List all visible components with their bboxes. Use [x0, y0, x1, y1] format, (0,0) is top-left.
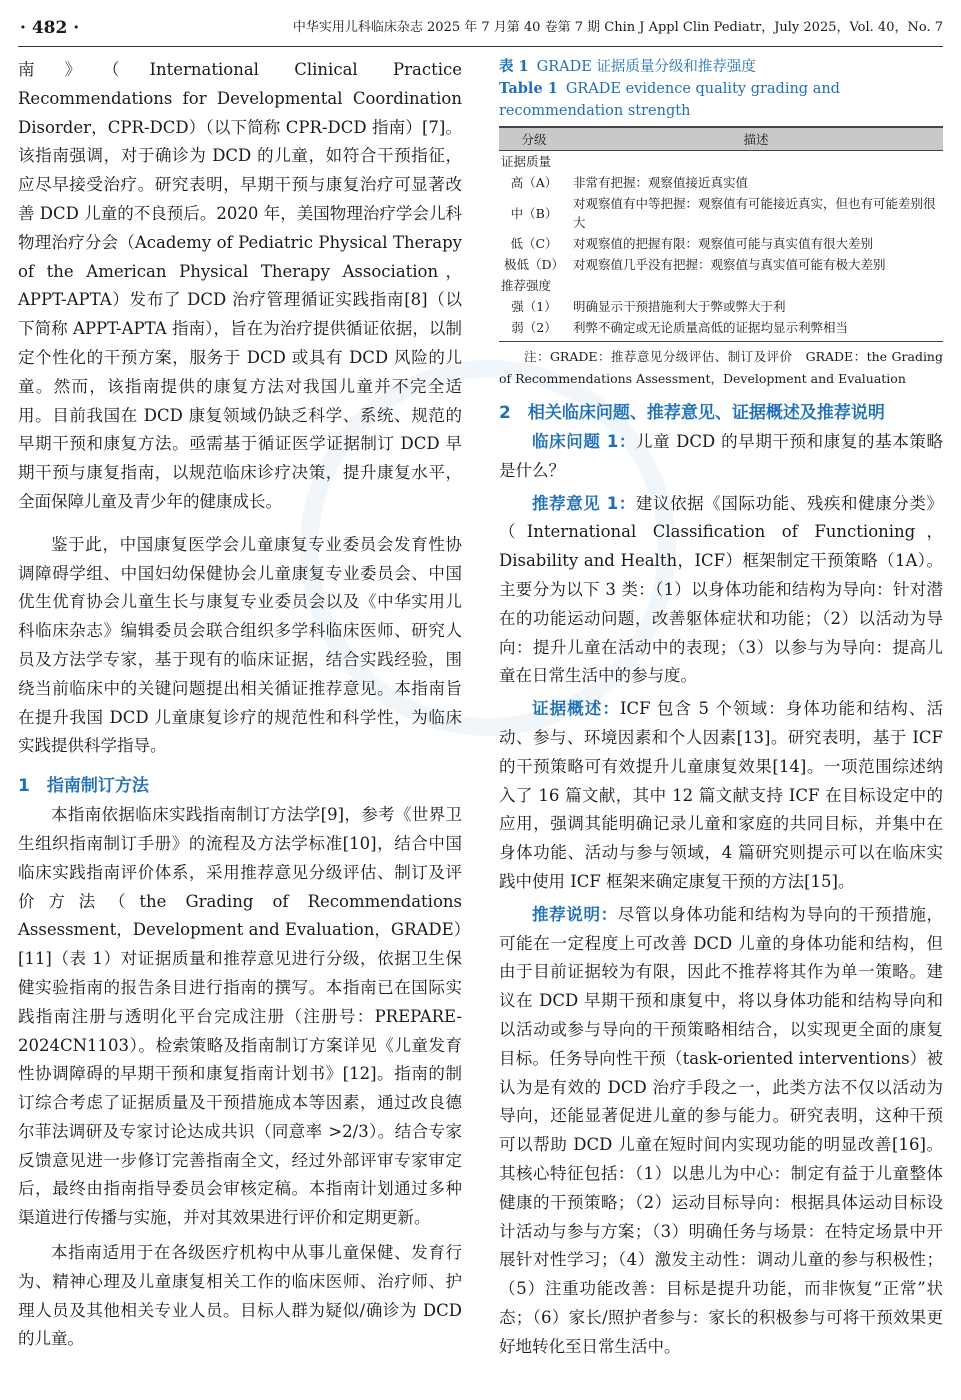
label: 推荐意见 1： [532, 493, 636, 513]
header-rule [18, 46, 943, 47]
paragraph: 本指南适用于在各级医疗机构中从事儿童保健、发育行为、精神心理及儿童康复相关工作的临床医师、治疗师、护理人员及其他相关专业人员。目标人群为疑似/确诊为 DCD 的儿童。 [18, 1243, 462, 1349]
text: 儿童 DCD 的早期干预和康复的基本策略是什么？ [499, 432, 943, 480]
table-row [499, 254, 943, 275]
text: 尽管以身体功能和结构为导向的干预措施，可能在一定程度上可改善 DCD 儿童的身体功能和结构，但由于目前证据较为有限，因此不推荐将其作为单一策略。建议在 DCD 早期干预和康复中，将以身体功能和结构导向和以活动或参与导向的干预策略相结合，以实现更全面的康复目标。任务导向性干预（task-oriented interventions）被认为是有效的 DCD 治疗手段之一，此类方法不仅以活动为导向，还能显著促进儿童的参与能力。研究表明，这种干预可以帮助 DCD 儿童在短时间内实现功能的明显改善[16]。其核心特征包括：（1）以患儿为中心：制定有益于儿童整体健康的干预策略；（2）运动目标导向：根据具体运动目标设计活动与参与方案；（3）明确任务与场景：在特定场景中开展针对性学习；（4）激发主动性：调动儿童的参与积极性；（5）注重功能改善：目标是提升功能，而非恢复“正常”状态；（6）家长/照护者参与：家长的积极参与可将干预效果更好地转化至日常生活中。 [499, 904, 944, 1356]
evidence-summary [499, 695, 943, 897]
paragraph: 鉴于此，中国康复医学会儿童康复专业委员会发育性协调障碍学组、中国妇幼保健协会儿童康复专业委员会、中国优生优育协会儿童生长与康复专业委员会以及《中华实用儿科临床杂志》编辑委员会联合组织多学科临床医师、研究人员及方法学专家，基于现有的临床证据，结合实践经验，围绕当前临床中的关键问题提出相关循证推荐意见。本指南旨在提升我国 DCD 儿童康复诊疗的规范性和科学性，为临床实践提供科学指导。 [18, 534, 462, 756]
page-number: · 482 · [20, 18, 80, 38]
grade-table [499, 126, 943, 342]
recommendation [499, 490, 943, 692]
journal-running-title: 中华实用儿科临床杂志 2025 年 7 月第 40 卷第 7 期 Chin J Appl Clin Pediatr，July 2025，Vol. 40，No. 7 [292, 20, 943, 35]
left-column [18, 56, 462, 1354]
page-header [0, 0, 961, 52]
table-label-cn: 表 1 [499, 58, 529, 75]
table-row [499, 233, 943, 254]
table-label-en: Table 1 [499, 80, 558, 97]
label: 证据概述： [532, 699, 620, 719]
paragraph: 南》（International Clinical Practice Recommendations for Developmental Coordination Disorder，CPR-DCD）（以下简称 CPR-DCD 指南）[7]。该指南强调，对于确诊为 DCD 的儿童，如符合干预指征，应尽早接受治疗。研究表明，早期干预与康复治疗可显著改善 DCD 儿童的不良预后。2020 年，美国物理治疗学会儿科物理治疗分会（Academy of Pediatric Physical Therapy of the American Physical Therapy Association，APPT-APTA）发布了 DCD 治疗管理循证实践指南[8]（以下简称 APPT-APTA 指南），旨在为治疗提供循证依据，以制定个性化的干预方案，服务于 DCD 或具有 DCD 风险的儿童。然而，该指南提供的康复方法对我国儿童并不完全适用。目前我国在 DCD 康复领域仍缺乏科学、系统、规范的早期干预和康复方法。亟需基于循证医学证据制订 DCD 早期干预与康复指南，以规范临床诊疗决策，提升康复水平，全面保障儿童及青少年的健康成长。 [18, 60, 462, 511]
table-cell: 非常有把握：观察值接近真实值 [573, 175, 749, 190]
table-caption-en [499, 78, 943, 122]
label: 临床问题 1： [532, 432, 637, 451]
section-heading: 1 指南制订方法 [18, 776, 149, 797]
table-caption-cn [499, 56, 943, 78]
right-column [499, 56, 943, 1362]
table-cell: 对观察值几乎没有把握：观察值与真实值可能有极大差别 [573, 257, 886, 272]
text: 建议依据《国际功能、残疾和健康分类》（International Classification of Functioning，Disability and Health，ICF）框架制定干预策略（1A）。主要分为以下 3 类：（1）以身体功能和结构为导向：针对潜在的功能运动问题，改善躯体症状和功能；（2）以活动为导向：提升儿童在活动中的表现；（3）以参与为导向：提高儿童在日常生活中的参与度。 [499, 493, 943, 686]
recommendation-explanation [499, 901, 943, 1362]
table-cell: 对观察值有中等把握：观察值有可能接近真实，但也有可能差别很大 [573, 196, 936, 230]
clinical-question [499, 428, 943, 486]
column-header: 分级 [499, 127, 569, 151]
table-cell: 中（B） [510, 205, 558, 221]
table-cell: 低（C） [510, 236, 558, 251]
table-group-label: 推荐强度 [501, 278, 552, 293]
table-note: 注：GRADE：推荐意见分级评估、制订及评价 GRADE：the Grading of Recommendations Assessment，Development and Evaluation [499, 349, 943, 386]
table-group-label: 证据质量 [501, 154, 552, 169]
table-cell: 强（1） [511, 299, 557, 314]
label: 推荐说明： [532, 904, 618, 924]
table-row [499, 296, 943, 317]
table-cell: 利弊不确定或无论质量高低的证据均显示利弊相当 [569, 317, 943, 342]
table-cell: 高（A） [510, 175, 558, 190]
section-heading: 2 相关临床问题、推荐意见、证据概述及推荐说明 [499, 403, 885, 423]
table-cell: 对观察值的把握有限：观察值可能与真实值有很大差别 [573, 236, 874, 251]
table-title-en: GRADE evidence quality grading and recommendation strength [499, 81, 840, 119]
table-title-cn: GRADE 证据质量分级和推荐强度 [536, 59, 756, 75]
table-row [499, 193, 943, 233]
table-cell: 极低（D） [503, 257, 565, 272]
column-header: 描述 [569, 127, 943, 151]
table-cell: 弱（2） [499, 317, 569, 342]
table-header-row [499, 127, 943, 151]
text: ICF 包含 5 个领域：身体功能和结构、活动、参与、环境因素和个人因素[13]。研究表明，基于 ICF 的干预策略可有效提升儿童康复效果[14]。一项范围综述纳入了 16 篇文献，其中 12 篇文献支持 ICF 在目标设定中的应用，强调其能明确记录儿童和家庭的共同目标，并集中在身体功能、活动与参与领域，4 篇研究则提示可以在临床实践中使用 ICF 框架来确定康复干预的方法[15]。 [499, 699, 944, 891]
table-cell: 明确显示干预措施利大于弊或弊大于利 [573, 299, 786, 314]
table-1 [499, 56, 943, 390]
table-row [499, 317, 943, 342]
table-row [499, 172, 943, 193]
paragraph: 本指南依据临床实践指南制订方法学[9]，参考《世界卫生组织指南制订手册》的流程及方法学标准[10]，结合中国临床实践指南评价体系，采用推荐意见分级评估、制订及评价方法（the Grading of Recommendations Assessment，Development and Evaluation，GRADE）[11]（表 1）对证据质量和推荐意见进行分级，依据卫生保健实验指南的报告条目进行指南的撰写。本指南已在国际实践指南注册与透明化平台完成注册（注册号：PREPARE-2024CN1103）。检索策略及指南制订方案详见《儿童发育性协调障碍的早期干预和康复指南计划书》[12]。指南的制订综合考虑了证据质量及干预措施成本等因素，通过改良德尔菲法调研及专家讨论达成共识（同意率 >2/3）。结合专家反馈意见进一步修订完善指南全文，经过外部评审专家审定后，最终由指南指导委员会审核定稿。本指南计划通过多种渠道进行传播与实施，并对其效果进行评价和定期更新。 [18, 805, 462, 1228]
